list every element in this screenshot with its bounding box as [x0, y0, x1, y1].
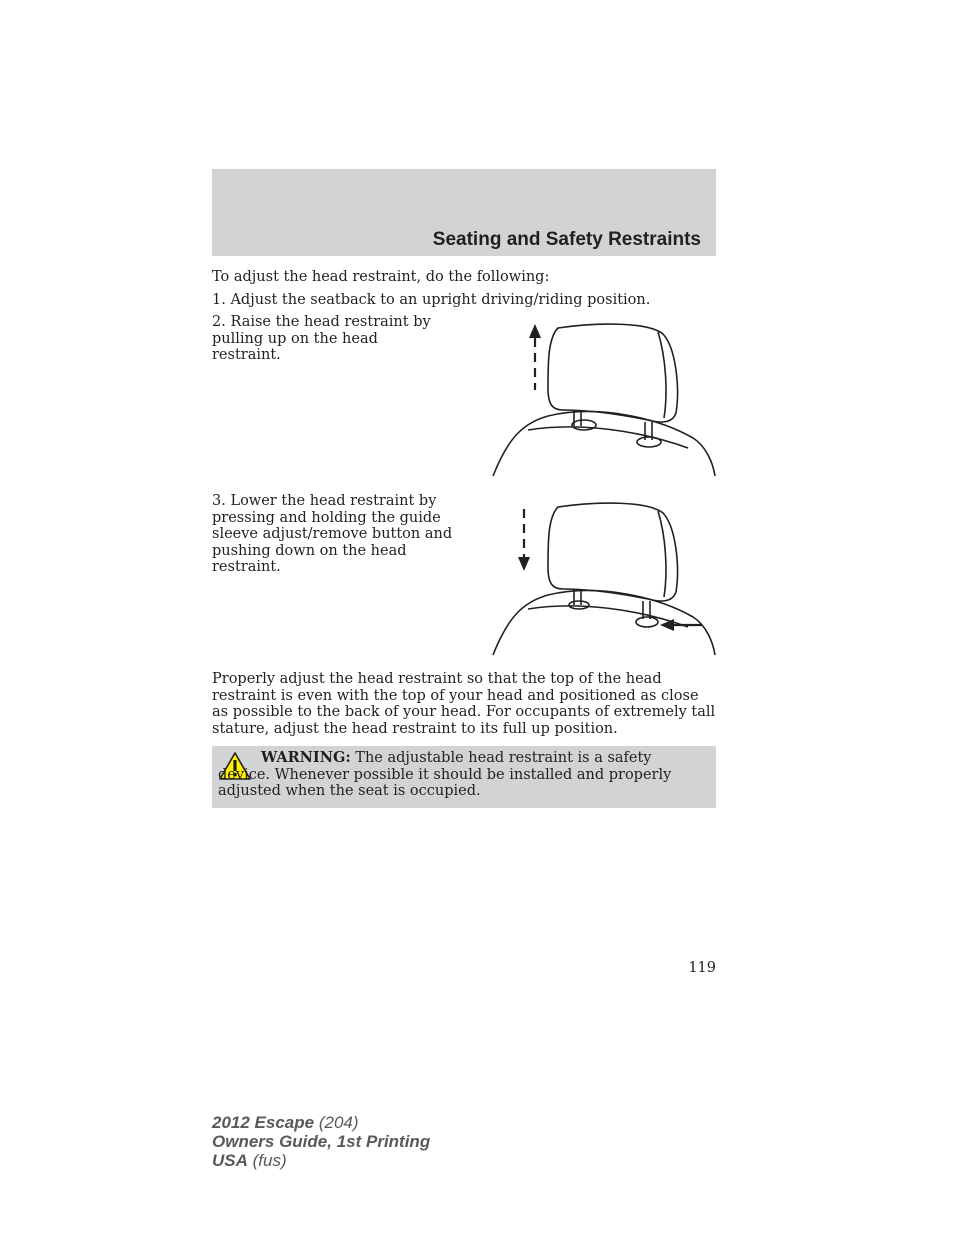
footer-market-code: (fus)	[252, 1151, 287, 1170]
step-3-text: 3. Lower the head restraint by pressing and holding the guide sleeve adjust/remove button and pushing down on the head restraint.	[212, 493, 453, 575]
warning-box	[212, 746, 716, 808]
down-arrow-icon	[518, 509, 530, 571]
warning-text	[218, 750, 708, 800]
adjustment-paragraph: Properly adjust the head restraint so that the top of the head restraint is even with the top of your head and positioned as close as possible to the back of your head. For occupants of extremely tall stature, adjust the head restraint to its full up position.	[212, 671, 716, 737]
head-restraint-lower-illustration	[488, 497, 718, 657]
step-2-text: 2. Raise the head restraint by pulling up on the head restraint.	[212, 314, 431, 363]
section-header-band	[212, 169, 716, 256]
step-1-text: 1. Adjust the seatback to an upright driving/riding position.	[212, 292, 651, 308]
page-number: 119	[688, 960, 716, 976]
warning-body: The adjustable head restraint is a safety device. Whenever possible it should be installed and properly adjusted when the seat is occupied.	[218, 750, 672, 799]
footer-model: 2012 Escape	[212, 1113, 315, 1132]
warning-label: WARNING:	[261, 749, 351, 766]
footer-guide: Owners Guide, 1st Printing	[212, 1132, 431, 1151]
up-arrow-icon	[529, 324, 541, 390]
head-restraint-raise-illustration	[488, 318, 718, 478]
section-title: Seating and Safety Restraints	[432, 229, 701, 250]
footer-market: USA	[212, 1151, 248, 1170]
footer	[212, 1113, 430, 1170]
footer-model-code: (204)	[318, 1113, 359, 1132]
intro-text: To adjust the head restraint, do the following:	[212, 269, 550, 285]
